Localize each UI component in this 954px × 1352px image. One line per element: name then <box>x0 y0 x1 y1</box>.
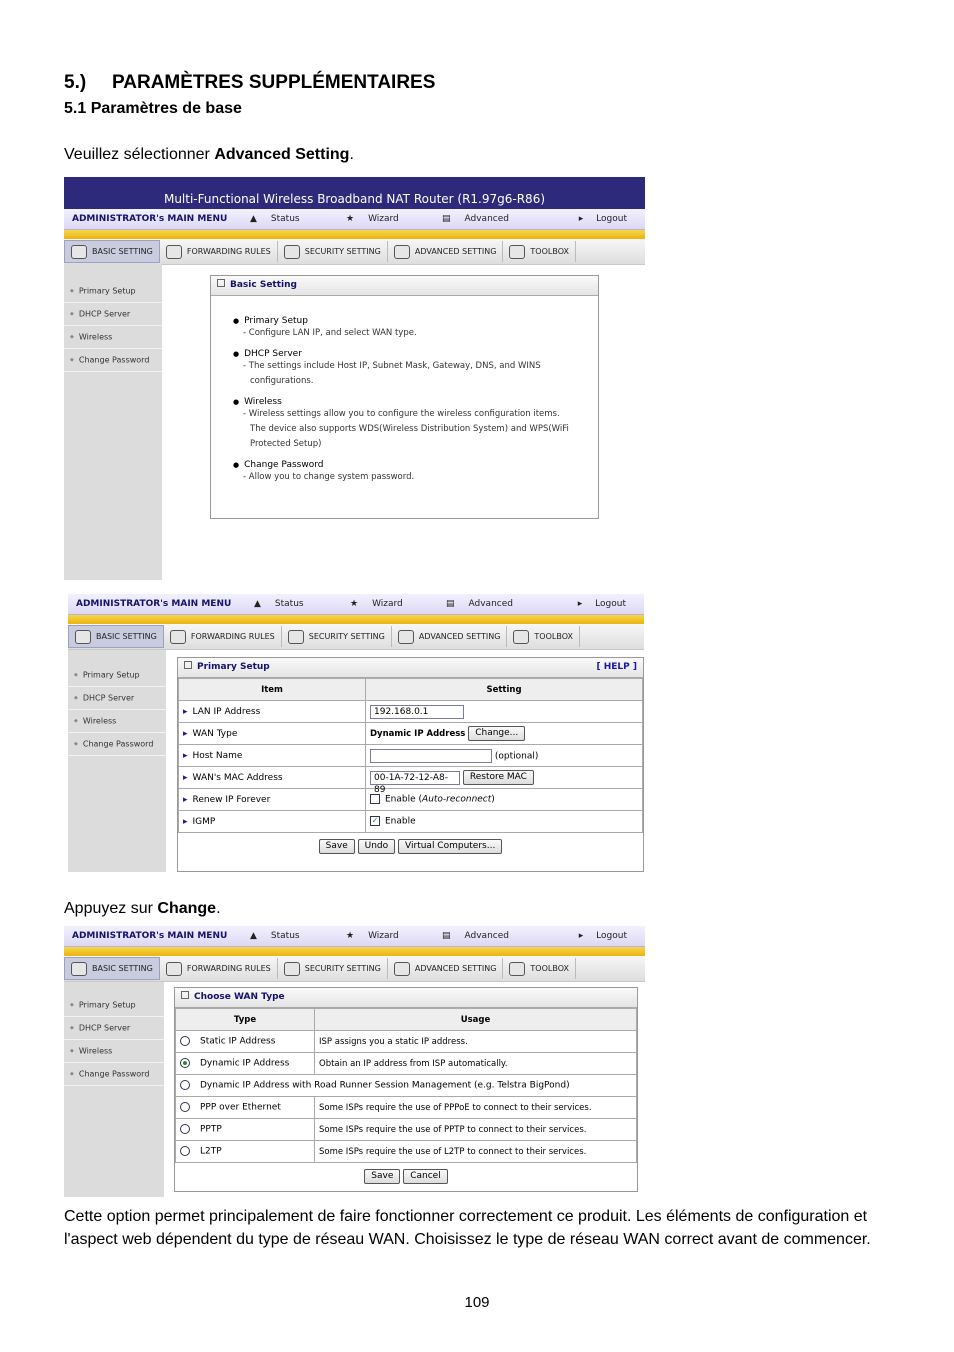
sidebar-item-wireless[interactable]: ◆ Wireless <box>64 326 162 349</box>
host-name-input[interactable] <box>370 749 492 763</box>
wan-type-radio[interactable] <box>180 1124 190 1134</box>
panel-box-icon <box>217 279 225 287</box>
screenshot-basic-setting <box>64 177 645 580</box>
tab-basic-setting[interactable]: BASIC SETTING <box>64 957 160 980</box>
yellow-stripe <box>64 230 645 239</box>
advanced-icon: ▤ <box>446 599 455 609</box>
wizard-link[interactable]: ★ Wizard <box>346 931 399 941</box>
wizard-icon: ★ <box>346 931 355 941</box>
panel-box-icon <box>181 991 189 999</box>
tab-security-setting[interactable]: SECURITY SETTING <box>278 958 388 979</box>
table-row: ▸ IGMP ✓ Enable <box>179 811 643 833</box>
wan-type-label: Dynamic IP Address with Road Runner Session Management (e.g. Telstra BigPond) <box>200 1080 570 1091</box>
advanced-icon: ▤ <box>442 214 451 224</box>
tab-bar <box>64 956 645 982</box>
primary-setup-panel <box>177 657 644 872</box>
sidebar-item-primary-setup[interactable]: ◆ Primary Setup <box>64 994 164 1017</box>
status-link[interactable]: ▲ Status <box>250 214 300 224</box>
wan-type-label: L2TP <box>200 1146 222 1157</box>
button-row <box>178 833 643 860</box>
choose-wan-panel <box>174 987 638 1192</box>
sidebar <box>64 982 164 1197</box>
wizard-icon: ★ <box>346 214 355 224</box>
top-nav <box>64 209 645 230</box>
forwarding-icon <box>170 630 186 644</box>
top-nav <box>68 594 644 615</box>
list-item-description: - Configure LAN IP, and select WAN type. <box>243 328 417 338</box>
sidebar <box>68 650 166 872</box>
basic-setting-panel <box>210 275 599 519</box>
basic-setting-icon <box>75 630 91 644</box>
table-row <box>176 1031 637 1053</box>
undo-button[interactable]: Undo <box>358 839 396 854</box>
tab-forwarding-rules[interactable]: FORWARDING RULES <box>160 241 278 262</box>
wan-type-radio[interactable] <box>180 1146 190 1156</box>
forwarding-icon <box>166 245 182 259</box>
admin-menu-link[interactable]: ADMINISTRATOR's MAIN MENU <box>72 931 228 941</box>
save-button[interactable]: Save <box>319 839 355 854</box>
list-item-description: - Wireless settings allow you to configure the wireless configuration items. <box>243 409 560 419</box>
table-row: ▸ LAN IP Address 192.168.0.1 <box>179 701 643 723</box>
wan-type-usage: Some ISPs require the use of PPPoE to connect to their services. <box>315 1097 637 1119</box>
security-icon <box>284 962 300 976</box>
change-button[interactable]: Change... <box>468 726 525 741</box>
table-row: ▸ Host Name (optional) <box>179 745 643 767</box>
table-row <box>176 1053 637 1075</box>
table-row <box>176 1119 637 1141</box>
list-item <box>233 349 598 389</box>
list-item <box>233 316 598 341</box>
sidebar-item-dhcp-server[interactable]: ◆ DHCP Server <box>64 303 162 326</box>
list-item-description: - Allow you to change system password. <box>243 472 415 482</box>
lan-ip-input[interactable]: 192.168.0.1 <box>370 705 464 719</box>
wan-type-label: PPP over Ethernet <box>200 1102 281 1113</box>
wan-type-table: Type Usage Static IP Address ISP assigns you a static IP address. Dynamic IP Address Obtain an IP address from ISP automatically. Dynamic IP Address with Road Runner Session Management (e.g. Telstra BigPond) PPP over Ethernet Some ISPs require the use of PPPoE to connect to their services. PPTP Some ISPs require the use of PPTP to connect to their services. L2TP Some ISPs require the use of L2TP to connect to their services. <box>175 1008 637 1163</box>
wan-type-usage: Some ISPs require the use of L2TP to connect to their services. <box>315 1141 637 1163</box>
tab-security-setting[interactable]: SECURITY SETTING <box>278 241 388 262</box>
status-icon: ▲ <box>250 214 257 224</box>
table-row <box>176 1097 637 1119</box>
wizard-link[interactable]: ★ Wizard <box>346 214 399 224</box>
advanced-setting-icon <box>398 630 414 644</box>
sidebar-item-dhcp-server[interactable]: ◆ DHCP Server <box>68 687 166 710</box>
list-item-title: ● Wireless <box>233 397 598 407</box>
mac-input[interactable]: 00-1A-72-12-A8-89 <box>370 771 460 785</box>
tab-advanced-setting[interactable]: ADVANCED SETTING <box>388 958 504 979</box>
tab-advanced-setting[interactable]: ADVANCED SETTING <box>388 241 504 262</box>
wan-type-label: PPTP <box>200 1124 222 1135</box>
list-item-description: Protected Setup) <box>250 439 322 449</box>
tab-bar <box>68 624 644 650</box>
yellow-stripe <box>64 947 645 956</box>
wan-type-radio[interactable] <box>180 1102 190 1112</box>
tab-toolbox[interactable]: TOOLBOX <box>507 626 580 647</box>
wan-type-radio[interactable] <box>180 1058 190 1068</box>
basic-setting-icon <box>71 962 87 976</box>
forwarding-icon <box>166 962 182 976</box>
restore-mac-button[interactable]: Restore MAC <box>463 770 534 785</box>
screenshot-choose-wan-type <box>64 926 645 1197</box>
list-item <box>233 460 598 485</box>
table-row <box>176 1141 637 1163</box>
panel-title: Primary Setup [ HELP ] <box>178 658 643 678</box>
tab-security-setting[interactable]: SECURITY SETTING <box>282 626 392 647</box>
panel-title: Basic Setting <box>211 276 598 296</box>
advanced-setting-icon <box>394 245 410 259</box>
section-heading <box>64 72 435 94</box>
sidebar-item-wireless[interactable]: ◆ Wireless <box>68 710 166 733</box>
wizard-link[interactable]: ★ Wizard <box>350 599 403 609</box>
tab-toolbox[interactable]: TOOLBOX <box>503 958 576 979</box>
cancel-button[interactable]: Cancel <box>403 1169 448 1184</box>
sidebar <box>64 264 162 580</box>
advanced-link[interactable]: ▤ Advanced <box>442 214 509 224</box>
panel-title: Choose WAN Type <box>175 988 637 1008</box>
tab-advanced-setting[interactable]: ADVANCED SETTING <box>392 626 508 647</box>
tab-forwarding-rules[interactable]: FORWARDING RULES <box>164 626 282 647</box>
wan-type-radio[interactable] <box>180 1080 190 1090</box>
wan-type-label: Dynamic IP Address <box>200 1058 290 1069</box>
list-item-title: ● DHCP Server <box>233 349 598 359</box>
advanced-link[interactable]: ▤ Advanced <box>446 599 513 609</box>
primary-setup-table: Item Setting ▸ LAN IP Address 192.168.0.1 ▸ WAN Type Dynamic IP Address Change... ▸ Host Name (optional) ▸ WAN's MAC Address 00-1A-72-12-A8-89 Restore MAC ▸ Renew IP Forever Enable (Auto-reconnect) ▸ IGMP ✓ Enable <box>178 678 643 833</box>
wan-type-usage: Some ISPs require the use of PPTP to connect to their services. <box>315 1119 637 1141</box>
toolbox-icon <box>509 245 525 259</box>
save-button[interactable]: Save <box>364 1169 400 1184</box>
advanced-icon: ▤ <box>442 931 451 941</box>
status-link[interactable]: ▲ Status <box>250 931 300 941</box>
list-item-title: ● Change Password <box>233 460 598 470</box>
body-paragraph: Cette option permet principalement de faire fonctionner correctement ce produit. Les éléments de configuration et l'aspect web dépendent du type de réseau WAN. Choisissez le type de réseau WAN correct avant de commencer. <box>64 1208 871 1248</box>
table-row: ▸ WAN's MAC Address 00-1A-72-12-A8-89 Restore MAC <box>179 767 643 789</box>
list-item-description: The device also supports WDS(Wireless Distribution System) and WPS(WiFi <box>250 424 569 434</box>
advanced-setting-icon <box>394 962 410 976</box>
basic-setting-icon <box>71 245 87 259</box>
sidebar-item-change-password[interactable]: ◆ Change Password <box>68 733 166 756</box>
panel-box-icon <box>184 661 192 669</box>
tab-toolbox[interactable]: TOOLBOX <box>503 241 576 262</box>
list-item-description: - The settings include Host IP, Subnet Mask, Gateway, DNS, and WINS <box>243 361 541 371</box>
page-number: 109 <box>464 1294 490 1311</box>
step2-paragraph: Appuyez sur Change. <box>64 900 221 917</box>
toolbox-icon <box>509 962 525 976</box>
list-item-title: ● Primary Setup <box>233 316 598 326</box>
help-link[interactable]: [ HELP ] <box>596 662 637 672</box>
wan-type-label: Static IP Address <box>200 1036 276 1047</box>
tab-forwarding-rules[interactable]: FORWARDING RULES <box>160 958 278 979</box>
tab-bar <box>64 239 645 265</box>
renew-checkbox[interactable] <box>370 794 380 804</box>
status-icon: ▲ <box>254 599 261 609</box>
admin-menu-link[interactable]: ADMINISTRATOR's MAIN MENU <box>72 214 228 224</box>
yellow-stripe <box>68 615 644 624</box>
admin-menu-link[interactable]: ADMINISTRATOR's MAIN MENU <box>76 599 232 609</box>
sidebar-item-dhcp-server[interactable]: ◆ DHCP Server <box>64 1017 164 1040</box>
list-item-description: configurations. <box>250 376 314 386</box>
status-link[interactable]: ▲ Status <box>254 599 304 609</box>
router-banner: Multi-Functional Wireless Broadband NAT Router (R1.97g6-R86) <box>64 177 645 209</box>
igmp-checkbox[interactable]: ✓ <box>371 816 379 826</box>
basic-setting-list <box>211 316 598 485</box>
top-nav <box>64 926 645 947</box>
sidebar-item-change-password[interactable]: ◆ Change Password <box>64 349 162 372</box>
logout-link[interactable]: ▸ Logout <box>577 599 626 609</box>
section-number: 5.) <box>64 72 87 93</box>
list-item <box>233 397 598 452</box>
logout-link[interactable]: ▸ Logout <box>578 931 627 941</box>
wan-type-radio[interactable] <box>180 1036 190 1046</box>
subsection-heading: 5.1 Paramètres de base <box>64 100 242 117</box>
logout-link[interactable]: ▸ Logout <box>578 214 627 224</box>
wan-type-usage: Obtain an IP address from ISP automatically. <box>315 1053 637 1075</box>
toolbox-icon <box>513 630 529 644</box>
sidebar-item-wireless[interactable]: ◆ Wireless <box>64 1040 164 1063</box>
wizard-icon: ★ <box>350 599 359 609</box>
intro-paragraph: Veuillez sélectionner Advanced Setting. <box>64 146 354 163</box>
virtual-computers-button[interactable]: Virtual Computers... <box>398 839 502 854</box>
tab-basic-setting[interactable]: BASIC SETTING <box>64 240 160 263</box>
table-row: ▸ WAN Type Dynamic IP Address Change... <box>179 723 643 745</box>
wan-type-usage: ISP assigns you a static IP address. <box>315 1031 637 1053</box>
screenshot-primary-setup <box>68 594 644 872</box>
status-icon: ▲ <box>250 931 257 941</box>
sidebar-item-change-password[interactable]: ◆ Change Password <box>64 1063 164 1086</box>
advanced-link[interactable]: ▤ Advanced <box>442 931 509 941</box>
table-row <box>176 1075 637 1097</box>
table-row: ▸ Renew IP Forever Enable (Auto-reconnect) <box>179 789 643 811</box>
button-row <box>175 1163 637 1190</box>
tab-basic-setting[interactable]: BASIC SETTING <box>68 625 164 648</box>
sidebar-item-primary-setup[interactable]: ◆ Primary Setup <box>64 280 162 303</box>
section-title: PARAMÈTRES SUPPLÉMENTAIRES <box>112 72 436 93</box>
sidebar-item-primary-setup[interactable]: ◆ Primary Setup <box>68 664 166 687</box>
security-icon <box>284 245 300 259</box>
security-icon <box>288 630 304 644</box>
